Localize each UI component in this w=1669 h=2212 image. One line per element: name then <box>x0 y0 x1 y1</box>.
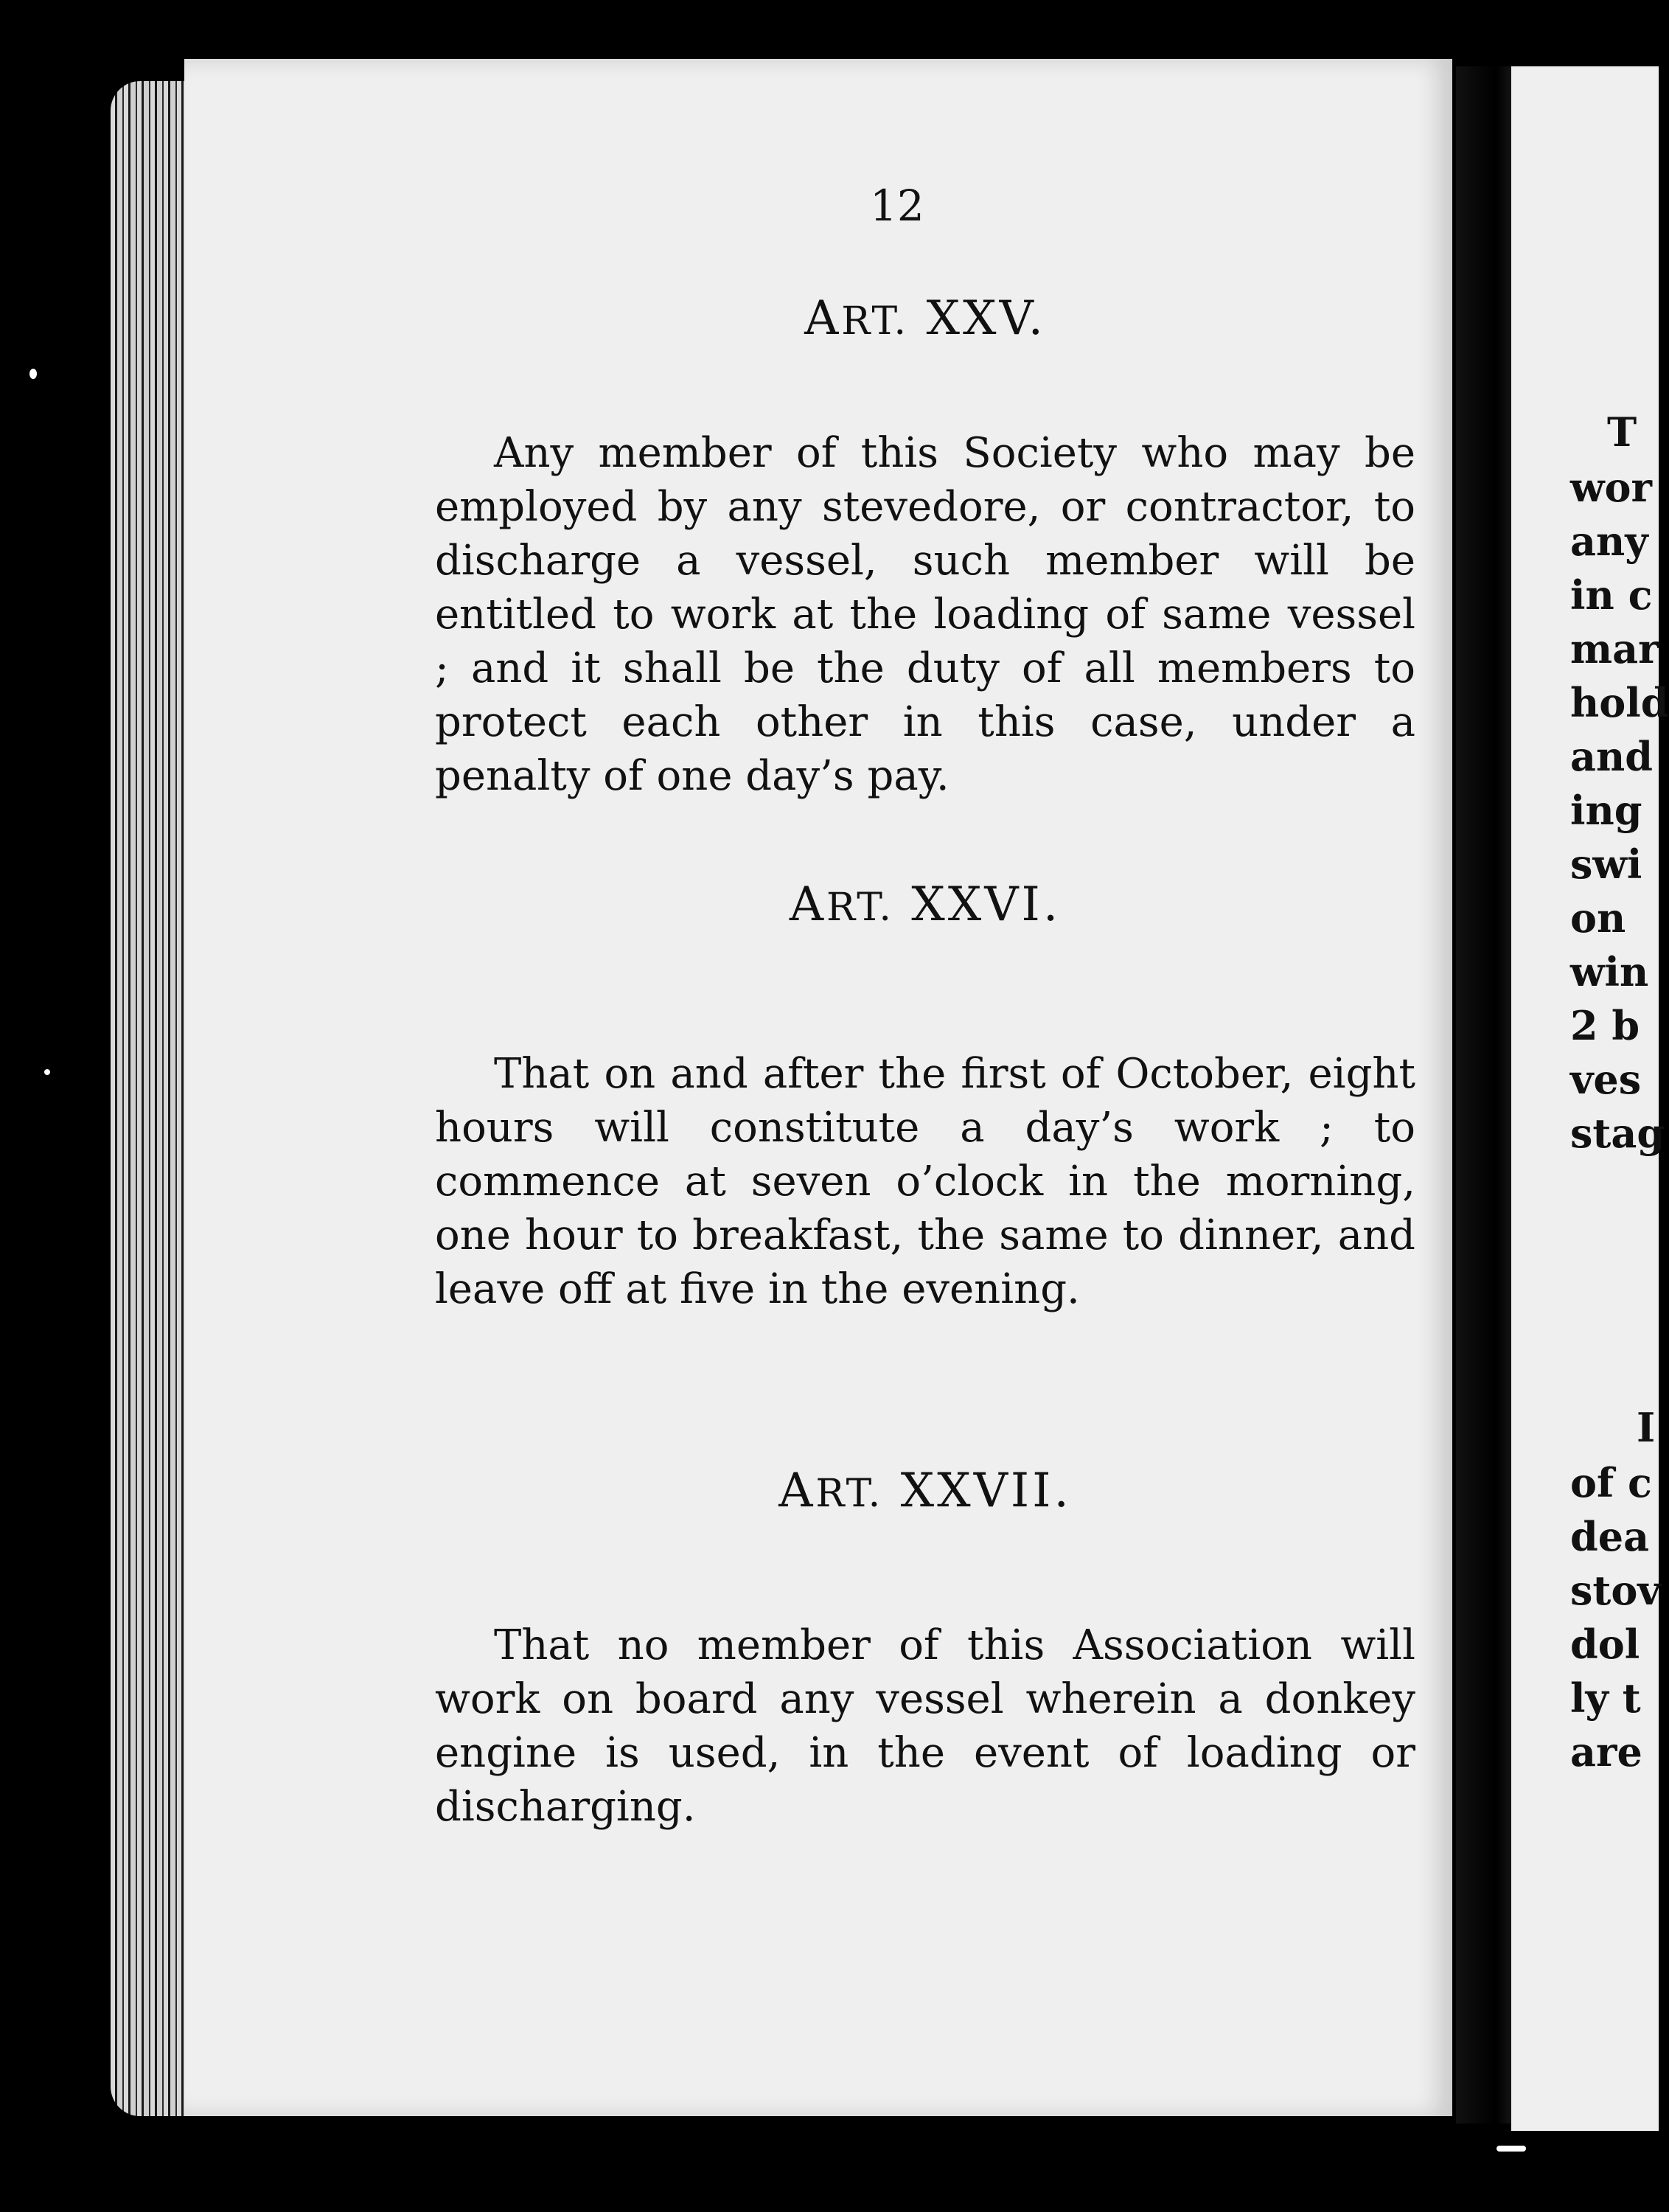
right-page-fragment-line: swi <box>1570 841 1642 888</box>
article-heading-rest: RT. <box>815 1472 883 1516</box>
right-page-fragment-line: dea <box>1570 1513 1650 1560</box>
article-heading-numeral: XXVI. <box>911 877 1062 932</box>
right-page-fragment-line: T <box>1607 408 1637 456</box>
right-page-fragment-line: any <box>1570 518 1648 565</box>
right-page-fragment-line: ly t <box>1570 1674 1641 1722</box>
page-number: 12 <box>870 181 924 231</box>
right-page-fragment-line: ves <box>1570 1056 1642 1103</box>
right-page-fragment-line: win <box>1570 948 1649 995</box>
article-paragraph <box>435 1047 1415 1316</box>
right-page-fragment-line: stov <box>1570 1567 1661 1614</box>
article-heading-prefix: A <box>804 291 842 346</box>
right-page-fragment-line: ing <box>1570 787 1642 834</box>
article-heading-rest: RT. <box>826 886 893 930</box>
article-heading <box>435 1464 1415 1518</box>
scan-speck <box>44 1069 50 1075</box>
article-heading <box>435 291 1415 346</box>
right-page-fragment-line: I <box>1637 1404 1656 1451</box>
right-page-fragment-line: dol <box>1570 1621 1640 1668</box>
article-paragraph <box>435 426 1415 803</box>
article-paragraph <box>435 1618 1415 1834</box>
article-heading-numeral: XXV. <box>926 291 1046 346</box>
scan-speck <box>1496 2146 1526 2152</box>
article-heading-prefix: A <box>789 877 827 932</box>
right-page-fragment-line: hold <box>1570 679 1669 726</box>
right-page-partial <box>1511 66 1669 2131</box>
article-text: That on and after the first of October, eight hours will constitute a day’s work ; to commence at seven o’clock in the morning, one hour to breakfast, the same to dinner, and leave off at five in the evening. <box>435 1050 1415 1313</box>
right-page-fragment-line: are <box>1570 1728 1642 1775</box>
right-page-fragment-line: on <box>1570 894 1626 942</box>
scan-speck <box>29 369 37 379</box>
article-heading-numeral: XXVII. <box>900 1464 1072 1518</box>
page-text-column <box>435 0 1415 2212</box>
right-page-fragment-line: wor <box>1570 464 1652 511</box>
right-page-fragment-line: mar <box>1570 625 1659 672</box>
right-page-fragment-line: and <box>1570 733 1654 780</box>
article-heading-prefix: A <box>778 1464 816 1518</box>
article-heading <box>435 877 1415 932</box>
right-page-fragment-line: 2 b <box>1570 1002 1640 1049</box>
article-heading-rest: RT. <box>841 299 909 344</box>
right-page-fragment-line: stag <box>1570 1110 1665 1157</box>
article-text: That no member of this Association will work on board any vessel wherein a donkey engine is used, in the event of loading or discharging. <box>435 1621 1415 1831</box>
right-page-fragment-line: of c <box>1570 1459 1652 1506</box>
right-page-fragment-line: in c <box>1570 571 1653 619</box>
article-text: Any member of this Society who may be employed by any stevedore, or contractor, to discharge a vessel, such member will be entitled to work at the loading of same vessel ; and it shall be the duty of all members to protect each other in this case, under a penalty of one day’s pay. <box>435 429 1415 800</box>
